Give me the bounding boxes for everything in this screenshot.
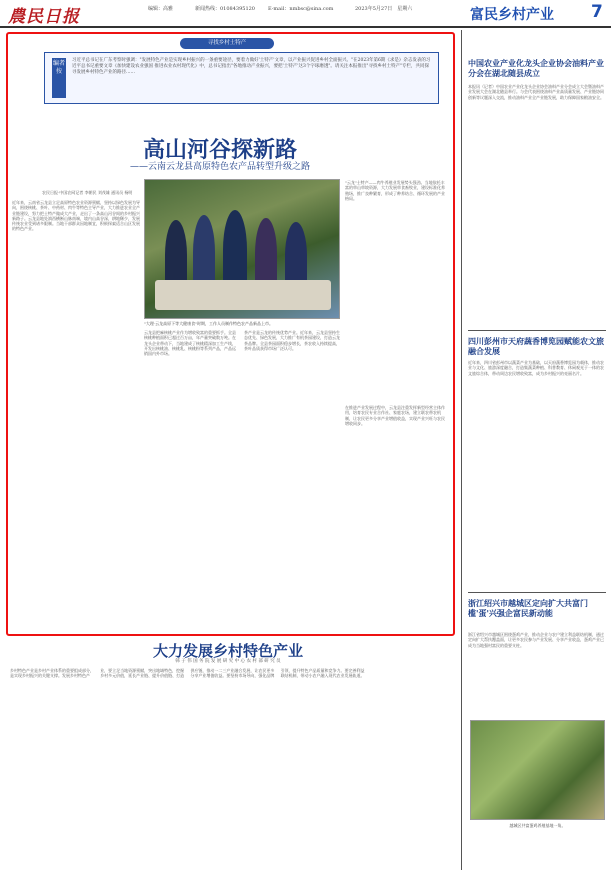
feature-column-3: 茶产业是云龙的传统优势产业。近年来，云龙县坚持生态优先、绿色发展，大力推广有机茶园建设，打造云龙茶品牌。全县茶园面积稳步增长，茶农收入持续提高，茶叶品质获得市场广泛认可。 — [244, 330, 340, 351]
section2-headline: 大力发展乡村特色产业 — [152, 642, 303, 660]
feature-column-2: 云龙县把麻核桃产业作为增收致富的重要抓手。全县核桃种植面积已超过百万亩，年产量突破数万吨。在龙头企业带动下，当地建成了核桃精深加工生产线，开发出核桃油、核桃乳、核桃粉等系列产品，产品远销国内外市场。 — [144, 330, 236, 357]
story2-headline: 四川彭州市天府蔬香博览园赋能农文旅融合发展 — [468, 336, 604, 356]
story-divider — [468, 330, 606, 331]
feature-headline: 高山河谷探新路 — [142, 137, 297, 163]
editor-line: 编辑：高雅 — [148, 6, 174, 12]
feature-column-5: 在推进产业发展过程中，云龙县注重发挥新型经营主体作用，培育农民专业合作社、家庭农场，建立联农带农机制，让农民更多分享产业增值收益，实现产业兴旺与农民增收同步。 — [345, 405, 445, 426]
column-pill: 寻找乡村土特产 — [180, 38, 274, 49]
page-number: 7 — [591, 2, 603, 22]
story3-headline: 浙江绍兴市越城区定向扩大共富门槛'蛋'兴强企富民新动能 — [468, 598, 588, 618]
email: E-mail：nmbsc@sina.com — [268, 6, 334, 12]
feature-byline: 农民日报·中国农网记者 李朝民 刘茂雄 通讯员 杨明 — [42, 190, 133, 195]
section2-body: 乡村特色产业是乡村产业体系的重要组成部分，是实现乡村振兴的关键支撑。发展乡村特色产业，要立足当地资源禀赋，突出地域特色，挖掘乡村多元价值，延长产业链、提升价值链、打造供应链，推动一二三产业融合发展，让农民更多分享产业增值收益。要坚持市场导向，强化品牌引领，提升特色产品质量和竞争力。要完善利益联结机制，带动小农户融入现代农业发展轨道。 — [10, 668, 365, 679]
feature-column-1: 近年来，云南省云龙县立足高原特色农业资源禀赋，坚持以绿色发展为导向，围绕核桃、茶叶、中药材、肉牛等特色主导产业，大力推进农业全产业链建设，努力把土特产做成大产业，走出了一条高山河谷间的乡村振兴新路子。云龙县地处滇西横断山脉南端，境内山高谷深，耕地稀少，发展传统农业受到诸多限制。当地干部群众因地制宜，积极探索适合山区发展的特色产业。 — [12, 200, 140, 232]
newspaper-logo: 農民日报 — [8, 7, 80, 27]
editor-note-text: 习近平总书记在广东考察时强调："发展特色产业是实现乡村振兴的一条重要途径，要着力做好'土特产'文章，以产业振兴促进乡村全面振兴。"在2023年第6期《求是》杂志发表的习近平总书记重要文章《加快建设农业强国 推进农业农村现代化》中，总书记指出"各地推动产业振兴，要把'土特产'这3个字琢磨透"。请关注本报推出"寻找乡村土特产"专栏，共同探寻发展乡村特色产业的路径…… — [72, 58, 431, 75]
editor-note-tag: 编者按 — [52, 58, 66, 98]
column-divider — [461, 30, 462, 870]
feature-photo — [144, 179, 340, 319]
page-title: 富民乡村产业 — [470, 7, 554, 23]
hotline: 新闻热线：01084395120 — [195, 6, 255, 12]
story1-headline: 中国农业产业化龙头企业协会油料产业分会在湖北随县成立 — [468, 58, 604, 78]
story3-photo-caption: 越城区共富蛋鸡养殖基地一角。 — [509, 823, 566, 828]
feature-photo-caption: "大理·云龙高原下等大健康食"时期，工作人员制作特色农产品新品上市。 — [144, 321, 273, 326]
story3-body: 浙江省绍兴市越城区围绕蛋鸡产业，推动企业与农户建立利益联结机制，通过定向扩大帮扶覆盖面，让更多农民参与产业发展、分享产业收益，蛋鸡产业已成为当地强村富民的重要支柱。 — [468, 632, 604, 648]
section2-byline: 韩 子 伟 国 务 院 发 展 研 究 中 心 农 村 部 研 究 员 — [175, 659, 281, 664]
story2-body: 近年来，四川省彭州市以蔬菜产业为基础，以天府蔬香博览园为载体，推动农业与文化、旅游深度融合，打造集蔬菜种植、科普教育、休闲观光于一体的农文旅综合体，带动周边农民增收致富，成为乡村振兴的亮丽名片。 — [468, 360, 604, 376]
feature-subhead: ——云南云龙县高原特色农产品转型升级之路 — [129, 162, 310, 172]
issue-date: 2023年5月27日 星期六 — [355, 6, 413, 12]
story3-photo — [470, 720, 605, 820]
story1-body: 本报讯（记者）中国农业产业化龙头企业协会油料产业分会成立大会暨油料产业发展大会在湖北随县举行。与会代表围绕油料产业高质量发展、产业链协同创新等议题深入交流，推动油料产业全产业链发展，助力保障国家粮油安全。 — [468, 84, 604, 100]
story-divider — [468, 592, 606, 593]
feature-column-4: "云龙"土特产——肉牛养殖业发展势头强劲。当地依托丰富的草山草坡资源，大力发展草食畜牧业，建设标准化养殖场，推广良种繁育，形成了种养结合、循环发展的产业格局。 — [345, 180, 445, 201]
